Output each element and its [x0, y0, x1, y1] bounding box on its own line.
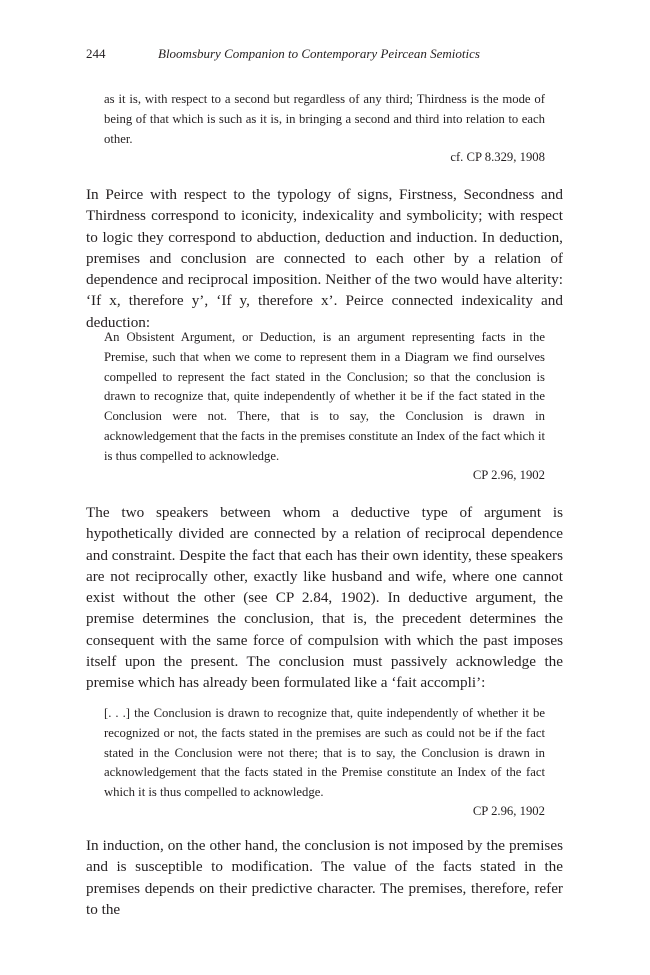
paragraph-1 [86, 184, 563, 333]
block-quote-3: [. . .] the Conclusion is drawn to recognize that, quite independently of whether it be recognized or not, the facts stated in the premises are such as could not be if the fact stated in the Conclusion were not there; that is to say, the Conclusion is drawn in acknowledgement that the facts stated in the Premise constitute an Index of the fact which it is thus compelled to acknowledge. [104, 706, 545, 800]
quote-2-citation: CP 2.96, 1902 [472, 468, 545, 482]
paragraph-2 [86, 502, 563, 694]
block-quote-1: as it is, with respect to a second but regardless of any third; Thirdness is the mode of being of that which is such as it is, in bringing a second and third into relation to each other. [104, 92, 545, 146]
running-title: Bloomsbury Companion to Contemporary Peircean Semiotics [158, 46, 480, 61]
quote-3-citation: CP 2.96, 1902 [472, 804, 545, 818]
paragraph-3: In induction, on the other hand, the conclusion is not imposed by the premises and is susceptible to modification. The value of the facts stated in the premises depends on their predictive character. The premises, therefore, refer to the [86, 837, 563, 918]
paragraph-1-italic-logic: logic [102, 228, 133, 246]
paragraph-1-part-c: , Firstness, Secondness and Thirdness correspond to iconicity, indexicality and symbolicity; with respect to [86, 186, 563, 246]
paragraph-1-part-a: In Peirce with respect to the [86, 186, 278, 203]
paragraph-2-part-c: ’: [476, 674, 486, 692]
paragraph-1-italic-typology: typology of signs [277, 186, 389, 203]
paragraph-2-italic-fait-accompli: fait accompli [396, 674, 477, 692]
paragraph-2-part-a: The two speakers between whom a deductive type of argument is hypothetically divided are connected by a relation of reciprocal dependence and constraint. Despite the fact that each has their own identity, these speakers are not reciprocally other, exactly like husband and wife, where one cannot exist without the other (see CP 2.84, 1902). In deductive argument, the premise determines the conclusion, that is, the precedent determines the consequent with the same force of compulsion with which the past imposes itself upon the present. The conclusion must passively acknowledge the premise which has already been formulated like a ‘ [86, 504, 563, 692]
block-quote-2: An Obsistent Argument, or Deduction, is an argument representing facts in the Premise, such that when we come to represent them in a Diagram we find ourselves compelled to represent the fact stated in the Conclusion; so that the conclusion is drawn to recognize that, quite independently of whether it be if the fact stated in the Conclusion were not. There, that is to say, the Conclusion is drawn in acknowledgement that the facts in the premises constitute an Index of the fact which it is thus compelled to acknowledge. [104, 330, 545, 463]
page-number: 244 [86, 46, 106, 61]
paragraph-1-part-e: they correspond to abduction, deduction and induction. In deduction, premises and conclusion are connected to each other by a relation of dependence and reciprocal imposition. Neither of the two would have alterity: ‘If x, therefore y’, ‘If y, therefore x’. Peirce connected indexicality and deduction: [86, 228, 563, 331]
quote-1-citation: cf. CP 8.329, 1908 [450, 150, 545, 164]
